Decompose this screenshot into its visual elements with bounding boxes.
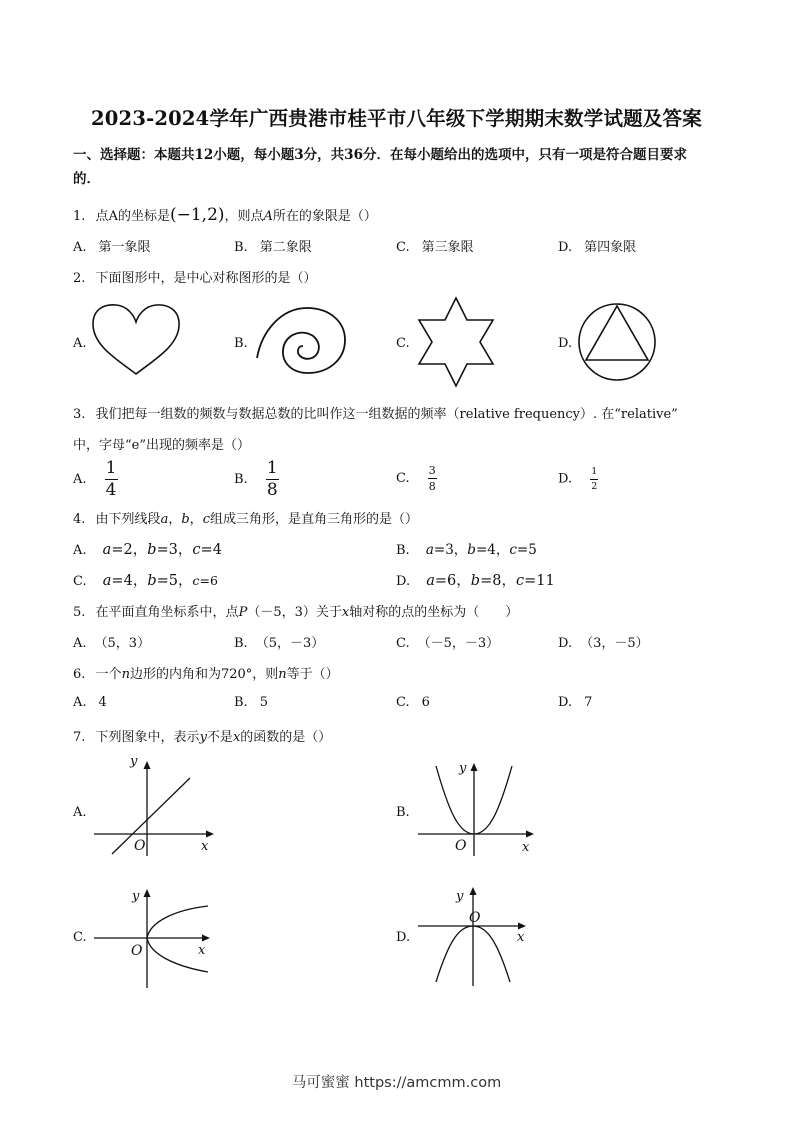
option-label: C. — [396, 471, 410, 486]
q4-option-b[interactable] — [396, 538, 537, 558]
option-text: 4 — [98, 695, 107, 710]
value-b: 4 — [487, 542, 496, 558]
q1-point: A — [108, 209, 118, 224]
option-math: a=6，b=8，c=11 — [426, 573, 555, 589]
q7-text-pre: 下列图象中，表示 — [95, 730, 200, 745]
q5-text-mid: 关于 — [315, 605, 342, 620]
graph-c-x-label: x — [198, 943, 206, 958]
option-label: D. — [558, 471, 573, 487]
q1-option-b[interactable] — [234, 236, 312, 255]
option-label: D. — [558, 695, 573, 710]
q2-option-d-label[interactable]: D. — [558, 336, 573, 351]
axis-x: x — [341, 605, 350, 620]
option-label: C. — [396, 636, 410, 651]
q5-option-d[interactable] — [558, 632, 649, 651]
q5-option-a[interactable] — [73, 632, 150, 651]
denominator: 2 — [591, 480, 598, 492]
graph-c-origin-label: O — [131, 943, 143, 959]
value-c: 6 — [210, 573, 218, 588]
question-4 — [73, 508, 418, 527]
question-number: 6. — [73, 667, 86, 682]
q4-option-c[interactable] — [73, 569, 218, 590]
q2-text: 下面图形中，是中心对称图形的是（） — [95, 271, 317, 286]
option-label: C. — [73, 574, 87, 589]
q7-option-a-label[interactable]: A. — [73, 805, 87, 820]
var-c: c — [202, 512, 210, 527]
value-b: 8 — [492, 573, 502, 589]
option-label: A. — [73, 695, 87, 710]
question-number: 1. — [73, 209, 86, 224]
circle-with-triangle-shape — [577, 302, 657, 382]
q7-text-post: 的函数的是（） — [240, 730, 332, 745]
q7-option-b-label[interactable]: B. — [396, 805, 410, 820]
option-label: C. — [396, 240, 410, 255]
six-pointed-star-shape — [414, 296, 498, 388]
point-p: P — [238, 605, 248, 620]
option-math: a=3，b=4，c=5 — [425, 542, 537, 558]
q3-option-c[interactable] — [396, 465, 437, 492]
fraction — [266, 460, 279, 499]
q4-text-post: 组成三角形，是直角三角形的是（） — [209, 512, 418, 527]
question-7 — [73, 726, 331, 745]
option-text: 5 — [259, 695, 268, 710]
document-title: 2023-2024学年广西贵港市桂平市八年级下学期期末数学试题及答案 — [91, 107, 702, 130]
var-y: y — [199, 730, 207, 745]
q5-option-b[interactable] — [234, 632, 324, 651]
graph-d-downward-parabola — [414, 884, 539, 990]
denominator: 8 — [428, 480, 436, 493]
var-n: n — [278, 667, 287, 682]
q7-option-d-label[interactable]: D. — [396, 930, 411, 945]
q6-option-d[interactable] — [558, 695, 592, 710]
option-label: A. — [73, 636, 87, 651]
option-label: D. — [558, 240, 573, 255]
separator: ， — [189, 512, 203, 527]
question-number: 7. — [73, 730, 86, 745]
q1-option-c[interactable] — [396, 236, 474, 255]
q1-text-post2: 所在的象限是（） — [272, 209, 377, 224]
q1-text-post1: ，则点 — [224, 209, 264, 224]
question-number: 2. — [73, 271, 86, 286]
denominator: 8 — [266, 480, 278, 500]
value-a: 3 — [445, 542, 454, 558]
value-a: 6 — [447, 573, 457, 589]
q1-text-mid: 的坐标是 — [117, 209, 170, 224]
q7-option-c-label[interactable]: C. — [73, 930, 87, 945]
q6-option-c[interactable] — [396, 695, 430, 710]
var-b: b — [181, 512, 190, 527]
q4-option-a[interactable] — [73, 538, 222, 559]
q3-option-b[interactable] — [234, 460, 279, 499]
q2-option-c-label[interactable]: C. — [396, 336, 410, 351]
q6-text-post: 等于（） — [286, 667, 339, 682]
option-label: A. — [73, 240, 87, 255]
option-label: C. — [396, 695, 410, 710]
question-3-line1 — [73, 403, 678, 422]
q3-option-a[interactable] — [73, 460, 118, 499]
spiral-shape — [252, 300, 352, 380]
option-text: （5，3） — [94, 636, 151, 651]
footer-watermark: 马可蜜蜜 https://amcmm.com — [291, 1075, 502, 1091]
numerator: 1 — [590, 467, 598, 480]
option-label: B. — [396, 543, 410, 558]
var-a: a — [160, 512, 169, 527]
value-c: 4 — [212, 542, 222, 558]
q2-option-b-label[interactable]: B. — [234, 336, 248, 351]
var-x: x — [232, 730, 241, 745]
graph-c-y-label: y — [132, 889, 140, 904]
option-text: 6 — [421, 695, 430, 710]
question-number: 3. — [73, 407, 86, 422]
graph-a-line — [90, 754, 220, 858]
q5-text-post: 轴对称的点的坐标为（ ） — [349, 605, 519, 620]
value-b: 3 — [168, 542, 178, 558]
var-n: n — [121, 667, 130, 682]
heart-shape — [88, 300, 184, 378]
option-label: B. — [234, 472, 248, 487]
graph-a-x-label: x — [201, 839, 209, 854]
graph-d-origin-label: O — [469, 910, 481, 926]
q6-option-a[interactable] — [73, 695, 107, 710]
q5-option-c[interactable] — [396, 632, 499, 651]
q5-text-pre: 在平面直角坐标系中，点 — [95, 605, 239, 620]
option-text: （3，－5） — [580, 636, 649, 651]
graph-b-x-label: x — [522, 840, 530, 855]
question-number: 5. — [73, 605, 86, 620]
graph-b-parabola — [414, 758, 539, 858]
option-math: a=2，b=3，c=4 — [102, 542, 222, 558]
option-text: 第一象限 — [98, 240, 151, 255]
graph-d-y-label: y — [456, 889, 464, 904]
q1-coordinate: (−1,2) — [169, 205, 225, 225]
option-text: 7 — [584, 695, 593, 710]
value-a: 2 — [123, 542, 133, 558]
separator: ， — [168, 512, 182, 527]
graph-a-origin-label: O — [134, 838, 146, 854]
value-c: 5 — [528, 542, 537, 558]
numerator: 1 — [266, 458, 278, 478]
q1-text-pre: 点 — [95, 209, 109, 224]
question-2 — [73, 267, 317, 286]
q4-text-pre: 由下列线段 — [95, 512, 161, 527]
graph-a-y-label: y — [130, 754, 138, 769]
q3-text-line1: 我们把每一组数的频数与数据总数的比叫作这一组数据的频率（relative frequency）. 在“relative” — [95, 407, 678, 422]
option-label: A. — [73, 543, 87, 558]
value-c: 11 — [536, 573, 555, 589]
fraction — [590, 467, 598, 491]
denominator: 4 — [105, 480, 117, 500]
option-label: D. — [558, 636, 573, 651]
option-text: 第三象限 — [421, 240, 474, 255]
q1-option-a[interactable] — [73, 236, 151, 255]
q7-text-mid: 不是 — [206, 730, 233, 745]
question-3-line2: 中，字母“e”出现的频率是（） — [73, 438, 250, 453]
question-5 — [73, 601, 518, 620]
graph-d-x-label: x — [517, 930, 525, 945]
q6-text-mid: 边形的内角和为720°，则 — [129, 667, 279, 682]
q6-text-pre: 一个 — [95, 667, 122, 682]
value-a: 4 — [123, 573, 133, 589]
option-label: A. — [73, 472, 87, 487]
graph-c-sideways-parabola — [90, 886, 215, 990]
question-1 — [73, 205, 377, 225]
option-label: D. — [396, 574, 411, 589]
section-header-line1: 一、选择题：本题共12小题，每小题3分，共36分．在每小题给出的选项中，只有一项是符合题目要求 — [73, 147, 687, 163]
option-label: B. — [234, 695, 248, 710]
q4-option-d[interactable] — [396, 569, 555, 590]
option-label: B. — [234, 636, 248, 651]
fraction — [105, 460, 118, 499]
question-6 — [73, 663, 339, 682]
option-text: 第四象限 — [584, 240, 637, 255]
option-text: （5，－3） — [255, 636, 325, 651]
q6-option-b[interactable] — [234, 695, 268, 710]
point-coordinate: （－5，3） — [247, 605, 316, 620]
option-text: 第二象限 — [259, 240, 312, 255]
fraction — [428, 465, 437, 492]
option-label: B. — [234, 240, 248, 255]
numerator: 3 — [428, 464, 436, 477]
option-text: （－5，－3） — [417, 636, 500, 651]
q1-option-d[interactable] — [558, 236, 636, 255]
q1-point-italic: A — [263, 209, 273, 224]
option-math: a=4，b=5，c=6 — [102, 573, 218, 589]
q2-option-a-label[interactable]: A. — [73, 336, 87, 351]
value-b: 5 — [168, 573, 178, 589]
graph-b-y-label: y — [459, 761, 467, 776]
numerator: 1 — [105, 458, 117, 478]
q3-option-d[interactable] — [558, 467, 598, 491]
graph-b-origin-label: O — [455, 838, 467, 854]
question-number: 4. — [73, 512, 86, 527]
section-header-line2: 的． — [73, 171, 100, 187]
